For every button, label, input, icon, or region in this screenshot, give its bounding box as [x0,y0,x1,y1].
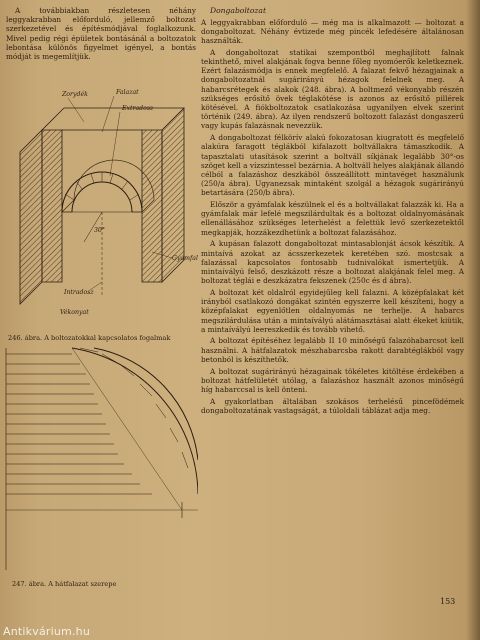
paragraph: A boltozat építéséhez legalább II 10 minőségű falazóhabarcsot kell használni. A hátfalazatok mészhabarcsba rakott darabtéglákból vagy betonból is készíthetők. [201,336,464,364]
page-edge-shadow [466,0,480,640]
paragraph: A boltozat két oldalról egyidejűleg kell falazni. A középfalakat két irányból csatlakozó dongákat szintén egyszerre kell készíteni, hogy a középfalakat egyenlőtlen oldalnyomás ne terhelje. A habarcs megszilárdulása után a mintaívályú alátámasztásai alatt ékeket kiütik, a mintaívályú leereszkedik és tovább vihető. [201,287,464,334]
paragraph: A kupásan falazott dongaboltozat mintasablonját ácsok készítik. A mintaívá azokat az ácsszerkezetek keretében szó. mostcsak a falazással kapcsolatos fontosabb tudnivalókat ismertetjük. A mintaívályú felső, deszkázott része a boltozat alakjának felel meg. A boltozat téglái e deszkázatra fekszenek (250c és d ábra). [201,239,464,286]
paragraph: A leggyakrabban előforduló — még ma is alkalmazott — boltozat a dongaboltozat. Néhány évtizede még pincék lefedésére általánosan használták. [201,17,464,46]
figure-246-diagram [2,82,198,332]
label-extrados: Extradosz [122,105,154,112]
watermark: Antikvárium.hu [3,625,90,638]
intro-paragraph: A továbbiakban részletesen néhány leggyakrabban előforduló, jellemző boltozat szerkezetével és építésmódjával foglalkozunk. Mivel pedig régi épületek bontásánál a boltozatok lebontása különös figyelmet igényel, a bontás módját is megemlítjük. [6,6,196,62]
label-gyamfal: Gyámfal [172,255,198,262]
left-column [6,6,196,64]
figure-246-caption: 246. ábra. A boltozatokkal kapcsolatos fogalmak [8,334,171,342]
paragraph: A dongaboltozat statikai szempontból meghajlított falnak tekinthető, mivel alakjának fogva benne főleg nyomóerők keletkeznek. Ezért falazásmódja is ennek megfelelő. A falazat fekvő hézagjainak a dongaboltozatnál sugárirányú hézagok felelnek meg. A habarcsrétegek és alakok (248. ábra). A boltmező vékonyabb részén szükséges erősítő övek téglakötése is azonos az erősítő pillérek kötésével. A fiókboltozatok csatlakozása ugyanilyen elvek szerint történik (249. ábra). Az ilyen rendszerű boltozott falazást dongaszerű vagy kupás falazásnak nevezzük. [201,47,464,131]
label-intrados: Intradosz [64,289,94,296]
paragraph: Először a gyámfalak készülnek el és a boltvállakat falazzák ki. Ha a gyámfalak már lefelé megszilárdultak és a boltozat oldalnyomásának ellenállásához szükséges leterhelést a felettük levő szerkezetektől megkapják, hozzákezdhetünk a boltozat falazásához. [201,200,464,237]
page-number: 153 [440,597,456,606]
label-zoryadek: Zorydék [62,91,88,98]
figure-247-diagram [2,344,198,574]
svg-text:30°: 30° [94,227,105,234]
label-vekony: Vékonyat [60,309,89,316]
paragraph: A boltozat sugárirányú hézagainak tökéletes kitöltése érdekében a boltozat hátfelületét utólag, a falazáshoz használt azonos minőségű híg habarccsal is kell önteni. [201,366,464,394]
section-heading: Dongaboltozat [210,6,267,15]
paragraph: A gyakorlatban általában szokásos terhelésű pincefödémek dongaboltozatának vastagságát, a túloldali táblázat adja meg. [201,396,464,415]
paragraph: A dongaboltozat félkörív alakú fokozatosan kiugratott és megfelelő alakúra faragott téglákból kifalazott boltvállakra támaszkodik. A tapasztalati utasítások szerint a boltváll síkjának legalább 30°-os szöget kell a vízszintessel bezárnia. A boltváll helyes alakjának állandó célból a falazáshoz deszkából összeállított mintavéget használunk (250/a ábra). Ugyanezsak mintaként szolgál a hézagok sugárirányú betartására (250/b ábra). [201,133,464,198]
right-column [201,6,464,418]
label-falazat: Falazat [116,89,139,96]
figure-247-caption: 247. ábra. A hátfalazat szerepe [12,580,117,588]
